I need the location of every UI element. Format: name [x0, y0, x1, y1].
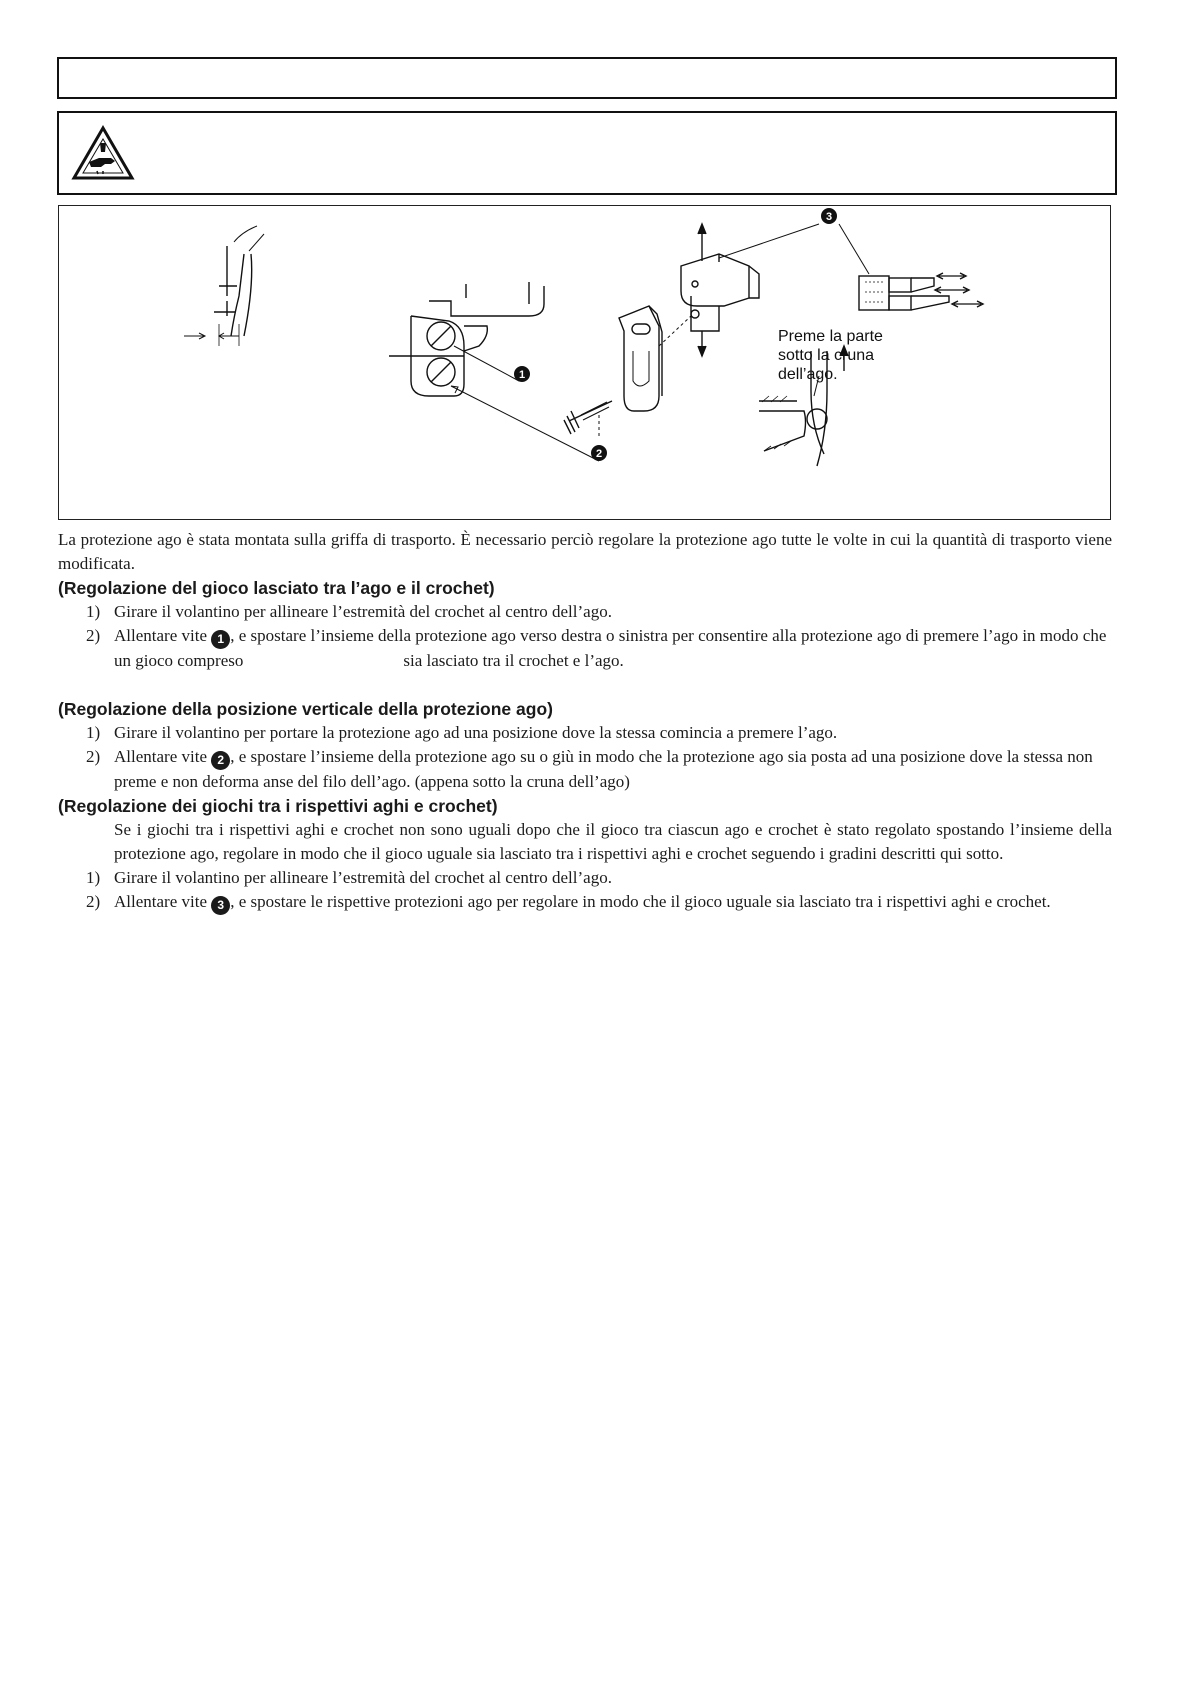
step-item [58, 866, 1112, 890]
step-text: Girare il volantino per allineare l’estremità del crochet al centro dell’ago. [114, 868, 612, 887]
callout-2: 2 [595, 448, 603, 460]
step-text: , e spostare l’insieme della protezione ago verso destra o sinistra per consentire alla protezione ago di premere l’ago in modo che un gioco compreso [114, 626, 1107, 670]
step-text: Girare il volantino per allineare l’estremità del crochet al centro dell’ago. [114, 602, 612, 621]
warning-box [57, 111, 1117, 195]
step-text: Allentare vite [114, 747, 207, 766]
figure-caption-line: dell’ago. [778, 366, 838, 383]
figure-caption-line: Preme la parte [778, 328, 883, 345]
step-text: Allentare vite [114, 892, 207, 911]
section-heading-vertical: (Regolazione della posizione verticale della protezione ago) [58, 699, 553, 719]
figure-caption [778, 327, 883, 384]
step-item [58, 624, 1112, 673]
step-text: Allentare vite [114, 626, 207, 645]
step-item [58, 745, 1112, 794]
step-number: 1) [86, 602, 101, 621]
step-number: 1) [86, 723, 101, 742]
figure-caption-line: sotto la cruna [778, 347, 875, 364]
hand-caution-icon [71, 125, 135, 181]
section-paragraph: Se i giochi tra i rispettivi aghi e crochet non sono uguali dopo che il gioco tra ciascun ago e crochet è stato regolato spostando l’insieme della protezione ago, regolare in modo che il gioco uguale sia lasciato tra i rispettivi aghi e crochet seguendo i gradini descritti qui sotto. [114, 820, 1112, 863]
callout-1: 1 [518, 369, 526, 381]
step-text: Girare il volantino per portare la protezione ago ad una posizione dove la stessa comincia a premere l’ago. [114, 723, 838, 742]
intro-paragraph: La protezione ago è stata montata sulla griffa di trasporto. È necessario perciò regolare la protezione ago tutte le volte in cui la quantità di trasporto viene modificata. [58, 530, 1112, 573]
step-number: 1) [86, 868, 101, 887]
step-text: sia lasciato tra il crochet e l’ago. [403, 651, 624, 670]
callout-3: 3 [825, 211, 833, 223]
step-number: 2) [86, 892, 101, 911]
adjustment-figure [58, 205, 1111, 520]
section-heading-equal-clearance: (Regolazione dei giochi tra i rispettivi aghi e crochet) [58, 796, 498, 816]
step-number: 2) [86, 626, 101, 645]
step-number: 2) [86, 747, 101, 766]
screw-2-badge: 2 [211, 751, 230, 770]
figure-drawing [59, 206, 1112, 521]
step-text: , e spostare l’insieme della protezione ago su o giù in modo che la protezione ago sia posta ad una posizione dove la stessa non preme e non deforma anse del filo dell’ago. (appena sotto la cruna dell’ago) [114, 747, 1093, 791]
screw-3-badge: 3 [211, 896, 230, 915]
step-item [58, 890, 1112, 915]
step-item [58, 600, 1112, 624]
title-box [57, 57, 1117, 99]
screw-1-badge: 1 [211, 630, 230, 649]
step-item [58, 721, 1112, 745]
section-heading-clearance: (Regolazione del gioco lasciato tra l’ago e il crochet) [58, 578, 495, 598]
step-text: , e spostare le rispettive protezioni ago per regolare in modo che il gioco uguale sia lasciato tra i rispettivi aghi e crochet. [230, 892, 1051, 911]
instructions-body [58, 528, 1112, 915]
